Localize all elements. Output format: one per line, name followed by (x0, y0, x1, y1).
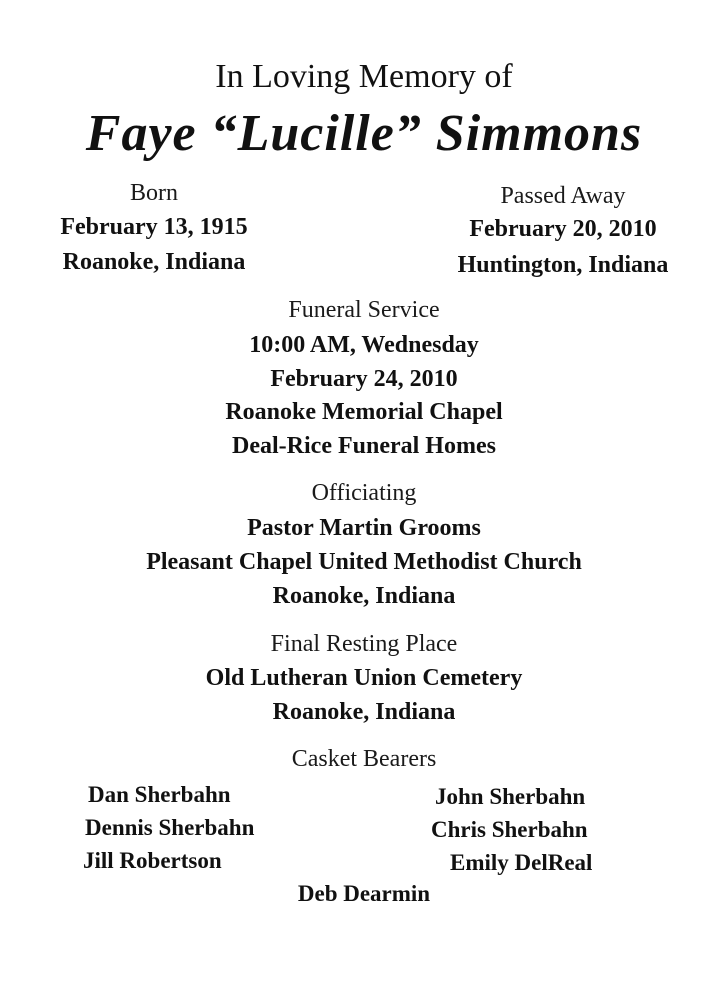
bearer-left-3: Jill Robertson (83, 848, 222, 873)
officiant-name: Pastor Martin Grooms (247, 515, 481, 541)
passed-date: February 20, 2010 (469, 216, 657, 242)
born-label: Born (130, 180, 178, 206)
service-venue: Roanoke Memorial Chapel (225, 399, 503, 425)
service-funeral-home: Deal-Rice Funeral Homes (232, 433, 496, 459)
bearer-right-2: Chris Sherbahn (431, 817, 588, 842)
officiant-church: Pleasant Chapel United Methodist Church (146, 549, 582, 575)
intro-heading: In Loving Memory of (215, 58, 513, 95)
service-time: 10:00 AM, Wednesday (249, 332, 479, 358)
cemetery-location: Roanoke, Indiana (272, 699, 456, 725)
bearers-label: Casket Bearers (291, 746, 437, 772)
passed-place: Huntington, Indiana (457, 252, 669, 278)
bearer-left-2: Dennis Sherbahn (85, 815, 255, 840)
officiant-location: Roanoke, Indiana (272, 583, 456, 609)
service-label: Funeral Service (288, 297, 440, 323)
born-date: February 13, 1915 (60, 214, 248, 240)
bearer-right-3: Emily DelReal (450, 850, 593, 875)
resting-label: Final Resting Place (270, 631, 458, 657)
cemetery-name: Old Lutheran Union Cemetery (205, 665, 523, 691)
passed-label: Passed Away (500, 183, 626, 209)
born-place: Roanoke, Indiana (62, 249, 246, 275)
officiating-label: Officiating (311, 480, 417, 506)
deceased-name: Faye “Lucille” Simmons (85, 105, 643, 162)
service-date: February 24, 2010 (270, 366, 458, 392)
bearer-left-1: Dan Sherbahn (88, 782, 231, 807)
bearer-center: Deb Dearmin (297, 881, 431, 906)
bearer-right-1: John Sherbahn (435, 784, 586, 809)
